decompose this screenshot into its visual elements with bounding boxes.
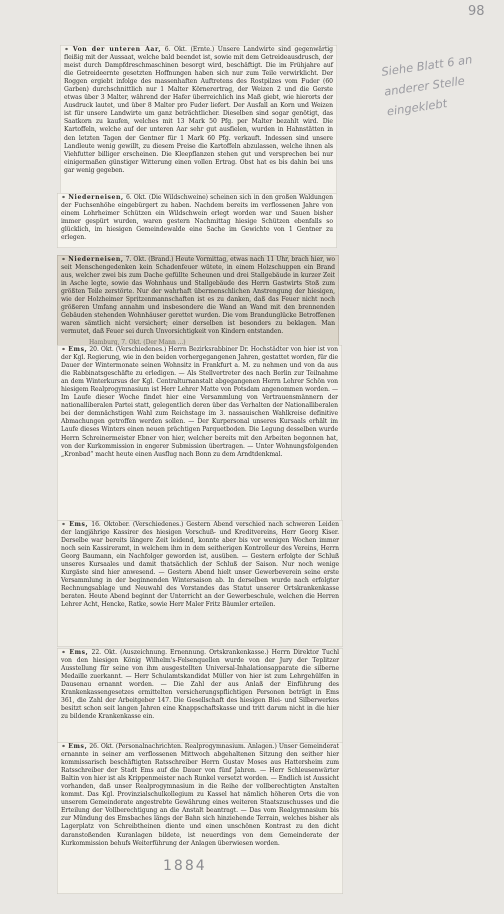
clipping-7-body: ⚬ Ems, 26. Okt. (Personalnachrichten. Realprogymnasium. Anlagen.) Unser Gemeinderat ernannte in seiner am verflossenen Mittwoch abgehaltenen Sitzung den seither hier kommissarisch beschäftigten Ratsschreiber Herrn Gustav Moses aus Hattersheim zum Ratsschreiber der Stadt Ems auf die Dauer von fünf Jahren. — Herr Schleusenwärter Baltin von hier ist als Krippenmeister nach Runkel versetzt worden. — Endlich ist Aussicht vorhanden, daß unser Realprogymnasium in die Reihe der vollberechtigten Anstalten kommt. Das Kgl. Provinzialschulkollegium zu Kassel hat nämlich höheren Orts die von unserem Gemeinderate angestrebte Gewährung eines weiteren Staatszuschusses und die Erteilung der Vollberechtigung an die Anstalt beantragt. — Das vom Realgymnasium bis zur Mündung des Emsbaches längs der Bahn sich hinziehende Terrain, welches bisher als Lagerplatz von Schreibtheinen diente und einen unschönen Kontrast zu den dicht daranstoßenden Kuranlagen bildete, ist neuerdings von dem Gemeinderate der Kurkommission behufs Weiterführung der Anlagen überwiesen worden. [61,743,340,847]
clipping-6-heading: Ems, [69,649,89,656]
clipping-7-text: 26. Okt. (Personalnachrichten. Realprogymnasium. Anlagen.) Unser Gemeinderat ernannte in seiner am verflossenen Mittwoch abgehaltenen Sitzung den seither hier kommissarisch beschäftigten Ratsschreiber Herrn Gustav Moses aus Hattersheim zum Ratsschreiber der Stadt Ems auf die Dauer von fünf Jahren. — Herr Schleusenwärter Baltin von hier ist als Krippenmeister nach Runkel versetzt worden. — Endlich ist Aussicht vorhanden, daß unser Realprogymnasium in die Reihe der vollberechtigten Anstalten kommt. Das Kgl. Provinzialschulkollegium zu Kassel hat nämlich höheren Orts die von unserem Gemeinderate angestrebte Gewährung eines weiteren Staatszuschusses und die Erteilung der Vollberechtigung an die Anstalt beantragt. — Das vom Realgymnasium bis zur Mündung des Emsbaches längs der Bahn sich hinziehende Terrain, welches bisher als Lagerplatz von Schreibtheinen diente und einen unschönen Kontrast zu den dicht daranstoßenden Kuranlagen bildete, ist neuerdings von dem Gemeinderate der Kurkommission behufs Weiterführung der Anlagen überwiesen worden. [61,743,340,847]
clipping-4-text: 20. Okt. (Verschiedenes.) Herrn Bezirksrabbiner Dr. Hochstädter von hier ist von der Kgl. Regierung, wie in den beiden vorhergegangenen Jahren, gestattet worden, für die Dauer der Wintermonate seinen Wohnsitz in Frankfurt a. M. zu nehmen und von da aus die Rabbinatsgeschäfte zu erledigen. — Als Stellvertreter des nach Berlin zur Teilnahme an dem Winterkursus der Kgl. Centralturnanstalt abgegangenen Herrn Lehrer Schön von hiesigem Realprogymnasium ist Herr Lehrer Matte von Potsdam angenommen worden. — Im Laufe dieser Woche findet hier eine Versammlung von Vertrauensmännern der nationalliberalen Partei statt, gelegentlich deren über das Verhalten der Nationalliberalen bei der demnächstigen Wahl zum Reichstage im 3. nassauischen Wahlkreise definitive Abmachungen getroffen werden sollen. — Der Kurpersonal unseres Kursaals erhält im Laufe dieses Winters einen neuen prächtigen Parquetboden. Die Legung desselben wurde Herrn Schreinermeister Ebner von hier, welcher bereits mit den Arbeiten begonnen hat, von der Kurkommission in engerer Submission übertragen. — Unter Wohnungsfolgenden „Kronbad“ macht heute einen Ausflug nach Bonn zu dem Arndtdenkmal. [61,346,338,458]
clipping-1-heading: Von der unteren Aar, [72,46,162,53]
clipping-4 [57,345,342,521]
clipping-4-heading: Ems, [68,346,88,353]
clipping-4-body: ⚬ Ems, 20. Okt. (Verschiedenes.) Herrn Bezirksrabbiner Dr. Hochstädter von hier ist von der Kgl. Regierung, wie in den beiden vorhergegangenen Jahren, gestattet worden, für die Dauer der Wintermonate seinen Wohnsitz in Frankfurt a. M. zu nehmen und von da aus die Rabbinatsgeschäfte zu erledigen. — Als Stellvertreter des nach Berlin zur Teilnahme an dem Winterkursus der Kgl. Centralturnanstalt abgegangenen Herrn Lehrer Schön von hiesigem Realprogymnasium ist Herr Lehrer Matte von Potsdam angenommen worden. — Im Laufe dieser Woche findet hier eine Versammlung von Vertrauensmännern der nationalliberalen Partei statt, gelegentlich deren über das Verhalten der Nationalliberalen bei der demnächstigen Wahl zum Reichstage im 3. nassauischen Wahlkreise definitive Abmachungen getroffen werden sollen. — Der Kurpersonal unseres Kursaals erhält im Laufe dieses Winters einen neuen prächtigen Parquetboden. Die Legung desselben wurde Herrn Schreinermeister Ebner von hier, welcher bereits mit den Arbeiten begonnen hat, von der Kurkommission in engerer Submission übertragen. — Unter Wohnungsfolgenden „Kronbad“ macht heute einen Ausflug nach Bonn zu dem Arndtdenkmal. [61,346,338,458]
clipping-6 [57,648,343,743]
clipping-2 [57,193,337,248]
clipping-6-text: 22. Okt. (Auszeichnung. Ernennung. Ortskrankenkasse.) Herrn Direktor Tuchl von den hiesigen König Wilhelm's-Felsenquellen wurde von der Jury der Teplitzer Ausstellung für seine von ihm ausgestellten Universal-Inhalationsapparate die silberne Medaille zuerkannt. — Herr Schulamtskandidat Müller von hier ist zum Lehrgehülfen in Dausenau ernannt worden. — Die Zahl der aus Anlaß der Einführung des Krankenkassengesetzes ermittelten versicherungspflichtigen Personen beträgt in Ems 361, die Zahl der Arbeitgeber 147. Die Gesellschaft des hiesigen Blei- und Silberwerkes besitzt schon seit langen Jahren eine Knappschaftskasse und tritt darum nicht in die hier zu bildende Krankenkasse ein. [61,649,339,721]
clipping-3 [57,255,339,346]
clipping-3-text: 7. Okt. (Brand.) Heute Vormittag, etwas nach 11 Uhr, brach hier, wo seit Menschengedenken kein Schadenfeuer wütete, in einem Holzschuppen ein Brand aus, welcher zwei bis zum Dache gefüllte Scheunen und drei Stallgebäude in kurzer Zeit in Asche legte, sowie das Wohnhaus und Stallgebäude des Herrn Gastwirts Stoß zum größten Teile zerstörte. Nur der wahrhaft übermenschlichen Anstrengung der hiesigen, wie der Holzheimer Spritzenmannschaften ist es zu danken, daß das Feuer nicht noch größeren Umfang annahm und insbesondere die Wand an Wand mit den brennenden Gebäuden stehenden Wohnhäuser gerettet wurden. Die vom Brandunglücke Betroffenen waren sämtlich nicht versichert; einer derselben ist besonders zu beklagen. Man vermutet, daß Feuer sei durch Unvorsichtigkeit von Kindern entstanden. [61,256,335,336]
clipping-5-heading: Ems, [69,521,89,528]
clipping-7-heading: Ems, [68,743,88,750]
clipping-5-text: 16. Oktober. (Verschiedenes.) Gestern Abend verschied nach schweren Leiden der langjährige Kassirer des hiesigen Vorschuß- und Kreditvereins, Herr Georg Kiser. Derselbe war bereits längere Zeit leidend, konnte aber bis vor wenigen Wochen immer noch sein Kassireramt, in welchem ihm in dem seitherigen Kontrolleur des Vereins, Herrn Georg Baumann, ein Nachfolger geworden ist, ausüben. — Gestern erfolgte der Schluß unseres Kursaales und damit thatsächlich der Schluß der Saison. Nur noch wenige Kurgäste sind hier anwesend. — Gestern Abend hielt unser Gewerbeverein seine erste Versammlung in der beginnenden Wintersaison ab. In derselben wurde nach erfolgter Rechnungsablage und Neuwahl des Vorstandes das Statut unserer Ortskrankenkasse beraten. Heute Abend beginnt der Unterricht an der Gewerbeschule, welchen die Herren Lehrer Acht, Hencke, Ratke, sowie Herr Maler Fritz Bäumler erteilen. [61,521,339,609]
clipping-3-cut-line: Hamburg, 7. Okt. (Der Mann ...) [89,339,186,345]
clipping-1-text: 6. Okt. (Ernte.) Unsere Landwirte sind gegenwärtig fleißig mit der Aussaat, welche bald beendet ist, sowie mit dem Getreideausdrusch, der meist durch Dampfdreschmaschinen besorgt wird, beschäftigt. Die im Frühjahre auf die Getreideernte gesetzten Hoffnungen haben sich nur zum Teile verwirklicht. Der Roggen ergiebt infolge des massenhaften Auftretens des Rostpilzes vom Fuder (60 Garben) durchschnittlich nur 1 Malter Körnerertrag, der Weizen 2 und die Gerste etwas über 3 Malter, während der Hafer überreichlich ins Maß giebt, wie hierorts der Ausdruck lautet, und über 8 Malter pro Fuder liefert. Der Ausfall an Korn und Weizen ist für unsere Landwirte um ganz beträchtlicher. Dieselben sind sogar genötigt, das Saatkorn zu kaufen, welches mit 13 Mark 50 Pfg. per Malter bezahlt wird. Die Kartoffeln, welche auf der unteren Aar sehr gut ausfielen, wurden in Hahnstätten in den letzten Tagen der Gentner für 1 Mark 60 Pfg. verkauft. Indessen sind unsere Landleute wenig gewillt, zu diesem Preise die Kartoffeln abzulassen, welche ihnen als Viehfutter billiger erscheinen. Die Kleepflanzen stehen gut und versprechen bei nur einigermaßen günstiger Witterung einen vollen Ertrag. Obst hat es bis dahin bei uns gar wenig gegeben. [64,46,333,174]
clipping-2-heading: Niederneisen, [68,194,124,201]
clipping-2-text: 6. Okt. (Die Wildschweine) scheinen sich in den großen Waldungen der Fuchsenhöhe eingebürgert zu haben. Nachdem bereits im verflossenen Jahre von einem Lohrheimer Schützen ein Wildschwein erlegt worden war und Sauen bisher immer gespürt wurden, waren gestern Nachmittag hiesige Schützen ebenfalls so glücklich, im hiesigen Gemeindewalde eine Sache im Gewichte von 1 Gentner zu erlegen. [61,194,333,242]
year-note: 1884 [163,858,207,874]
clipping-5-body: ⚬ Ems, 16. Oktober. (Verschiedenes.) Gestern Abend verschied nach schweren Leiden der langjährige Kassirer des hiesigen Vorschuß- und Kreditvereins, Herr Georg Kiser. Derselbe war bereits längere Zeit leidend, konnte aber bis vor wenigen Wochen immer noch sein Kassireramt, in welchem ihm in dem seitherigen Kontrolleur des Vereins, Herrn Georg Baumann, ein Nachfolger geworden ist, ausüben. — Gestern erfolgte der Schluß unseres Kursaales und damit thatsächlich der Schluß der Saison. Nur noch wenige Kurgäste sind hier anwesend. — Gestern Abend hielt unser Gewerbeverein seine erste Versammlung in der beginnenden Wintersaison ab. In derselben wurde nach erfolgter Rechnungsablage und Neuwahl des Vorstandes das Statut unserer Ortskrankenkasse beraten. Heute Abend beginnt der Unterricht an der Gewerbeschule, welchen die Herren Lehrer Acht, Hencke, Ratke, sowie Herr Maler Fritz Bäumler erteilen. [61,521,339,609]
clipping-2-body: ⚬ Niederneisen, 6. Okt. (Die Wildschweine) scheinen sich in den großen Waldungen der Fuchsenhöhe eingebürgert zu haben. Nachdem bereits im verflossenen Jahre von einem Lohrheimer Schützen ein Wildschwein erlegt worden war und Sauen bisher immer gespürt wurden, waren gestern Nachmittag hiesige Schützen ebenfalls so glücklich, im hiesigen Gemeindewalde eine Sache im Gewichte von 1 Gentner zu erlegen. [61,194,333,242]
clipping-3-heading: Niederneisen, [68,256,124,263]
page-number: 98 [468,4,485,19]
clipping-3-body: ⚬ Niederneisen, 7. Okt. (Brand.) Heute Vormittag, etwas nach 11 Uhr, brach hier, wo seit Menschengedenken kein Schadenfeuer wütete, in einem Holzschuppen ein Brand aus, welcher zwei bis zum Dache gefüllte Scheunen und drei Stallgebäude in kurzer Zeit in Asche legte, sowie das Wohnhaus und Stallgebäude des Herrn Gastwirts Stoß zum größten Teile zerstörte. Nur der wahrhaft übermenschlichen Anstrengung der hiesigen, wie der Holzheimer Spritzenmannschaften ist es zu danken, daß das Feuer nicht noch größeren Umfang annahm und insbesondere die Wand an Wand mit den brennenden Gebäuden stehenden Wohnhäuser gerettet wurden. Die vom Brandunglücke Betroffenen waren sämtlich nicht versichert; einer derselben ist besonders zu beklagen. Man vermutet, daß Feuer sei durch Unvorsichtigkeit von Kindern entstanden. [61,256,335,336]
margin-note: Siehe Blatt 6 an anderer Stelle eingeklebt [380,52,474,119]
clipping-6-body: ⚬ Ems, 22. Okt. (Auszeichnung. Ernennung. Ortskrankenkasse.) Herrn Direktor Tuchl von den hiesigen König Wilhelm's-Felsenquellen wurde von der Jury der Teplitzer Ausstellung für seine von ihm ausgestellten Universal-Inhalationsapparate die silberne Medaille zuerkannt. — Herr Schulamtskandidat Müller von hier ist zum Lehrgehülfen in Dausenau ernannt worden. — Die Zahl der aus Anlaß der Einführung des Krankenkassengesetzes ermittelten versicherungspflichtigen Personen beträgt in Ems 361, die Zahl der Arbeitgeber 147. Die Gesellschaft des hiesigen Blei- und Silberwerkes besitzt schon seit langen Jahren eine Knappschaftskasse und tritt darum nicht in die hier zu bildende Krankenkasse ein. [61,649,339,721]
clipping-1-body: ⚬ Von der unteren Aar, 6. Okt. (Ernte.) Unsere Landwirte sind gegenwärtig fleißig mit der Aussaat, welche bald beendet ist, sowie mit dem Getreideausdrusch, der meist durch Dampfdreschmaschinen besorgt wird, beschäftigt. Die im Frühjahre auf die Getreideernte gesetzten Hoffnungen haben sich nur zum Teile verwirklicht. Der Roggen ergiebt infolge des massenhaften Auftretens des Rostpilzes vom Fuder (60 Garben) durchschnittlich nur 1 Malter Körnerertrag, der Weizen 2 und die Gerste etwas über 3 Malter, während der Hafer überreichlich ins Maß giebt, wie hierorts der Ausdruck lautet, und über 8 Malter pro Fuder liefert. Der Ausfall an Korn und Weizen ist für unsere Landwirte um ganz beträchtlicher. Dieselben sind sogar genötigt, das Saatkorn zu kaufen, welches mit 13 Mark 50 Pfg. per Malter bezahlt wird. Die Kartoffeln, welche auf der unteren Aar sehr gut ausfielen, wurden in Hahnstätten in den letzten Tagen der Gentner für 1 Mark 60 Pfg. verkauft. Indessen sind unsere Landleute wenig gewillt, zu diesem Preise die Kartoffeln abzulassen, welche ihnen als Viehfutter billiger erscheinen. Die Kleepflanzen stehen gut und versprechen bei nur einigermaßen günstiger Witterung einen vollen Ertrag. Obst hat es bis dahin bei uns gar wenig gegeben. [64,46,333,174]
clipping-5 [57,520,343,647]
